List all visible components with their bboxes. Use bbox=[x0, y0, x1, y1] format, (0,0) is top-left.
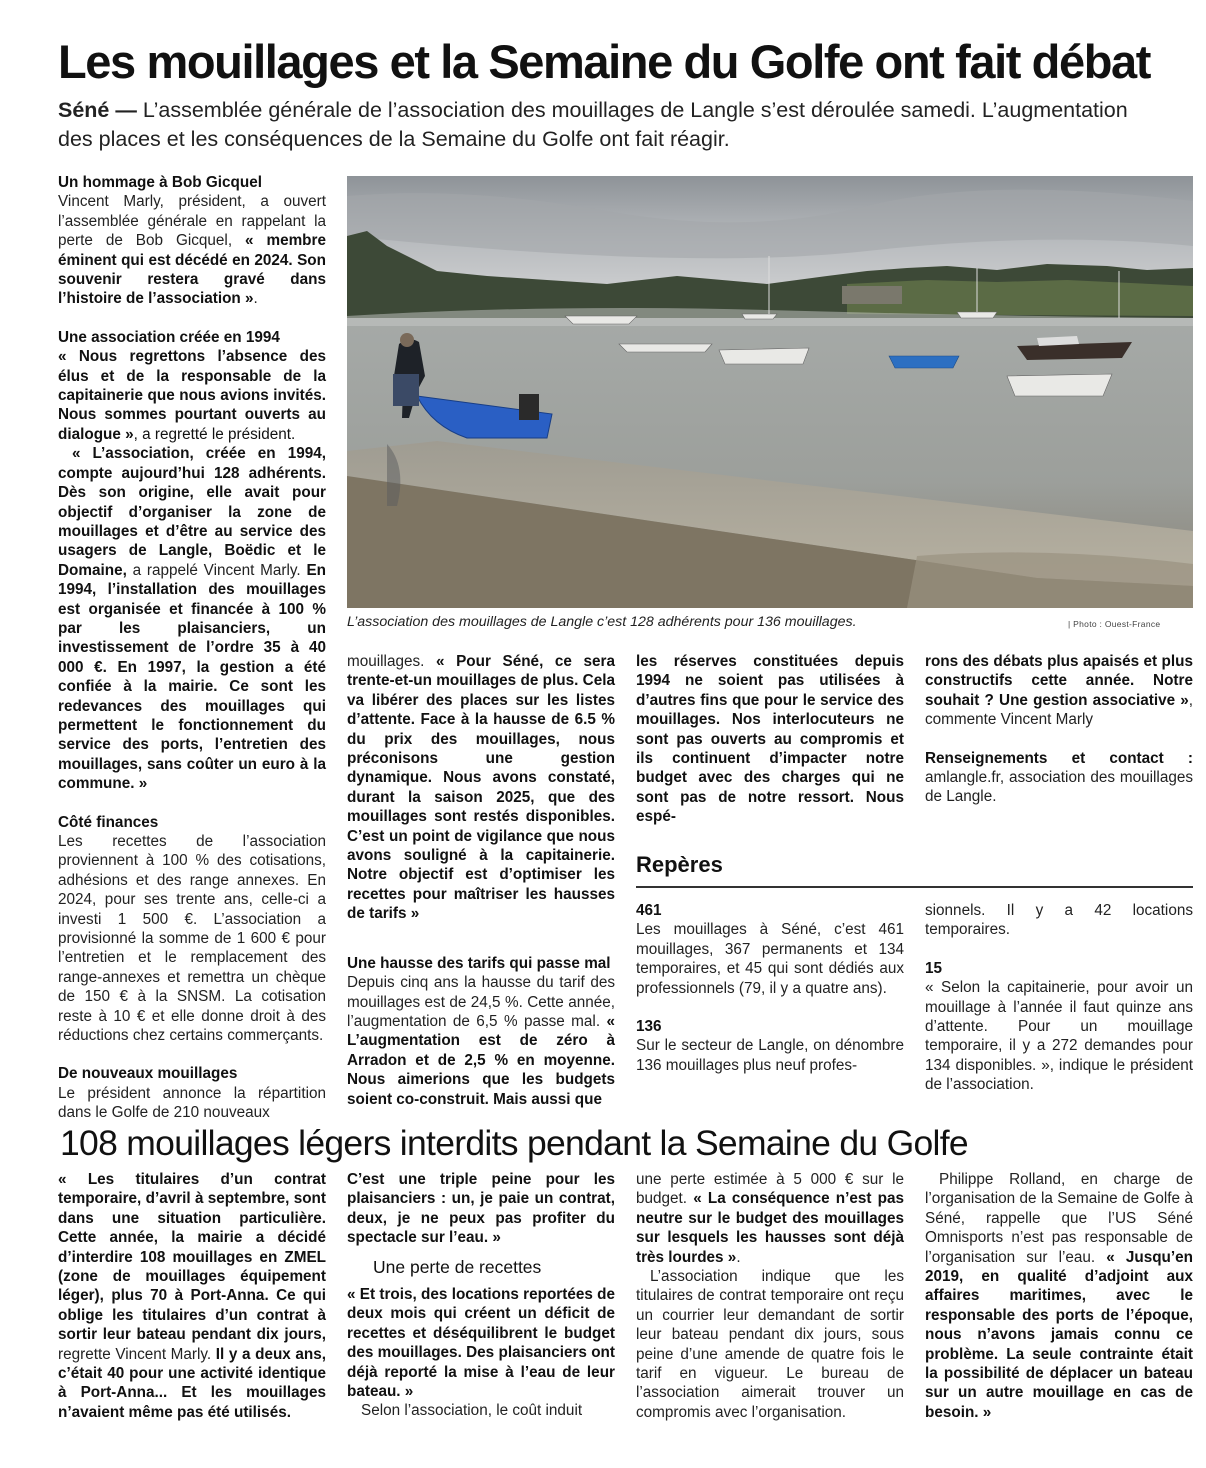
photo-caption: L’association des mouillages de Langle c’est 128 adhérents pour 136 mouillages. bbox=[347, 614, 857, 630]
paragraph: Philippe Rolland, en charge de l’organisation de la Semaine de Golfe à Séné, rappelle que l’US Séné Omnisports n’est pas responsable de l’organisation sur l’eau. « Jusqu’en 2019, en qualité d’adjoint aux affaires maritimes, avec le responsable des ports de l’époque, nous n’avons jamais connu ce problème. La seule contrainte était la possibilité de déplacer un bateau sur un autre mouillage en cas de besoin. » bbox=[925, 1171, 1193, 1421]
subheading: Côté finances bbox=[58, 813, 159, 831]
divider bbox=[636, 886, 1193, 888]
paragraph: L’association indique que les titulaires de contrat temporaire ont reçu un courrier leur demandant de sortir leur bateau pendant dix jours, sous peine d’une amende de quatre fois le tarif en vigueur. Le bureau de l’association aimerait trouver un compromis avec l’organisation. bbox=[636, 1268, 904, 1421]
paragraph: Vincent Marly, président, a ouvert l’assemblée générale en rappelant la perte de Bob Gicquel, « membre éminent qui est décédé en 2024. Son souvenir restera gravé dans l’histoire de l’association ». bbox=[58, 193, 326, 308]
paragraph: Sur le secteur de Langle, on dénombre 136 mouillages plus neuf profes- bbox=[636, 1037, 904, 1074]
paragraph: une perte estimée à 5 000 € sur le budget. « La conséquence n’est pas neutre sur le budget des mouillages sur lesquels les hausses sont déjà très lourdes ». bbox=[636, 1171, 904, 1266]
paragraph: « Nous regrettons l’absence des élus et de la responsable de la capitainerie que nous avions invités. Nous sommes pourtant ouverts au dialogue », a regretté le président. bbox=[58, 348, 326, 443]
paragraph: Le président annonce la répartition dans le Golfe de 210 nouveaux bbox=[58, 1084, 326, 1122]
paragraph: rons des débats plus apaisés et plus constructifs cette année. Notre souhait ? Une gestion associative », commente Vincent Marly bbox=[925, 653, 1193, 729]
paragraph: mouillages. « Pour Séné, ce sera trente-et-un mouillages de plus. Cela va libérer des places sur les listes d’attente. Face à la hausse de 6.5 % du prix des mouillages, nous préconisons une gestion dynamique. Nous avons constaté, durant la saison 2025, que des mouillages sont restés disponibles. C’est un point de vigilance que nous avons souligné à la capitainerie. Notre objectif est d’optimiser les recettes pour maîtriser les hausses de tarifs » bbox=[347, 653, 615, 923]
article-photo bbox=[347, 176, 1193, 608]
paragraph: les réserves constituées depuis 1994 ne soient pas utilisées à d’autres fins que pour le service des mouillages. Nos interlocuteurs ne sont pas ouverts au compromis et ils continuent d’impacter notre budget avec des charges qui ne sont pas de notre ressort. Nous espé- bbox=[636, 653, 904, 826]
page-title: Les mouillages et la Semaine du Golfe ont fait débat bbox=[58, 35, 1150, 88]
column-1 bbox=[58, 173, 326, 1123]
column-2 bbox=[347, 652, 615, 1109]
subheading: Une hausse des tarifs qui passe mal bbox=[347, 954, 611, 972]
column-3 bbox=[636, 652, 904, 827]
article-2-column-1 bbox=[58, 1170, 326, 1422]
article-2-title: 108 mouillages légers interdits pendant la Semaine du Golfe bbox=[60, 1123, 968, 1163]
paragraph: Selon l’association, le coût induit bbox=[361, 1402, 583, 1420]
harbor-photo-illustration bbox=[347, 176, 1193, 608]
reperes-column-1 bbox=[636, 901, 904, 1075]
paragraph: Les mouillages à Séné, c’est 461 mouillages, 367 permanents et 134 temporaires, et 45 qui sont dédiés aux professionnels (79, il y a quatre ans). bbox=[636, 921, 904, 997]
paragraph: sionnels. Il y a 42 locations temporaires. bbox=[925, 902, 1193, 939]
subheading: Un hommage à Bob Gicquel bbox=[58, 174, 262, 191]
subheading: De nouveaux mouillages bbox=[58, 1065, 238, 1083]
photo-credit: | Photo : Ouest-France bbox=[1068, 619, 1161, 629]
figure-number: 15 bbox=[925, 959, 943, 977]
article-lead bbox=[58, 96, 1158, 154]
paragraph: Depuis cinq ans la hausse du tarif des mouillages est de 24,5 %. Cette année, l’augmentation de 6,5 % passe mal. « L’augmentation est de zéro à Arradon et de 2,5 % en moyenne. Nous aimerions que les budgets soient co-construit. Mais aussi que bbox=[347, 974, 615, 1108]
article-2-column-3 bbox=[636, 1170, 904, 1422]
paragraph: « L’association, créée en 1994, compte aujourd’hui 128 adhérents. Dès son origine, elle avait pour objectif d’organiser la zone de mouillages et d’être au service des usagers de Langle, Boëdic et le Domaine, a rappelé Vincent Marly. En 1994, l’installation des mouillages est organisée et financée à 100 % par les plaisanciers, un investissement de l’ordre 35 à 40 000 €. En 1997, la gestion a été confiée à la mairie. Ce sont les redevances des mouillages qui permettent le fonctionnement du service des ports, l’entretien des mouillages, sans coûter un euro à la commune. » bbox=[58, 445, 326, 793]
paragraph: C’est une triple peine pour les plaisanciers : un, je paie un contrat, deux, je ne peux pas profiter du spectacle sur l’eau. » bbox=[347, 1171, 615, 1247]
paragraph: « Les titulaires d’un contrat temporaire, d’avril à septembre, sont dans une situation particulière. Cette année, la mairie a décidé d’interdire 108 mouillages en ZMEL (zone de mouillages équipement léger), plus 70 à Port-Anna. Ce qui oblige les titulaires d’un contrat à sortir leur bateau pendant dix jours, regrette Vincent Marly. Il y a deux ans, c’était 40 pour une activité identique à Port-Anna... Et les mouillages n’avaient même pas été utilisés. bbox=[58, 1171, 327, 1421]
article-2-column-4 bbox=[925, 1170, 1193, 1422]
paragraph: « Selon la capitainerie, pour avoir un mouillage à l’année il faut quinze ans d’attente. Pour un mouillage temporaire, il y a 272 demandes pour 134 disponibles. », indique le président de l’association. bbox=[925, 979, 1193, 1094]
article-2-column-2 bbox=[347, 1170, 615, 1421]
figure-number: 461 bbox=[636, 902, 662, 919]
paragraph: Renseignements et contact : amlangle.fr, association des mouillages de Langle. bbox=[925, 749, 1193, 806]
paragraph: Les recettes de l’association proviennent à 100 % des cotisations, adhésions et des range annexes. En 2024, pour ses trente ans, celle-ci a investi 1 500 €. L’association a provisionné la somme de 1 600 € pour l’entretien et le remplacement des range-annexes et remettra un chèque de 150 € à la SNSM. La cotisation reste à 10 € et elle donne droit à des réductions chez certains commerçants. bbox=[58, 833, 326, 1045]
lead-place: Séné — bbox=[58, 98, 137, 122]
paragraph: « Et trois, des locations reportées de deux mois qui créent un déficit de recettes et déséquilibrent le budget des mouillages. Des plaisanciers ont déjà reporté la mise à l’eau de leur bateau. » bbox=[347, 1286, 615, 1401]
reperes-title: Repères bbox=[636, 852, 723, 877]
figure-number: 136 bbox=[636, 1018, 662, 1036]
column-4 bbox=[925, 652, 1193, 807]
subheading: Une perte de recettes bbox=[373, 1256, 542, 1277]
subheading: Une association créée en 1994 bbox=[58, 328, 280, 346]
lead-text: L’assemblée générale de l’association des mouillages de Langle s’est déroulée samedi. L’augmentation des places et les conséquences de la Semaine du Golfe ont fait réagir. bbox=[58, 98, 1128, 151]
reperes-column-2 bbox=[925, 901, 1193, 1095]
